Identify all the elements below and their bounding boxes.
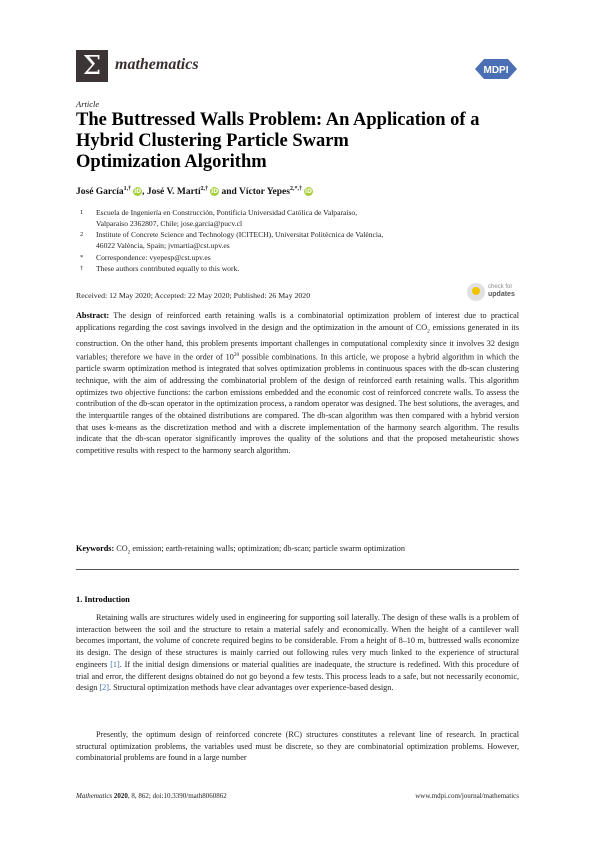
- mdpi-logo: [474, 58, 518, 80]
- affiliation-text: Institute of Concrete Science and Technology (ICITECH), Universitat Politècnica de València,: [96, 230, 384, 239]
- journal-name: mathematics: [115, 56, 199, 73]
- abstract: Abstract: The design of reinforced earth retaining walls is a combinatorial optimization problem of interest due to practical applications regarding the cost savings involved in the design and the optimization in the amount of $CO_2$ emissions generated in its construction. On the other hand, this problem presents important challenges in computational complexity since it involves 32 design variables; therefore we have in the order of $10^{20}$ possible combinations. In this article, we propose a hybrid algorithm in which the particle swarm optimization method is integrated that solves optimization problems in continuous spaces with the db-scan clustering technique, with the aim of addressing the combinatorial problem of the design of reinforced earth retaining walls. This algorithm optimizes two objective functions: the carbon emissions embedded and the economic cost of reinforced concrete walls. To assess the contribution of the db-scan operator in the optimization process, a random operator was designed. The best solutions, the averages, and the interquartile ranges of the obtained distributions are compared. The db-scan algorithm was then compared with a hybrid version that uses k-means as the discretization method and with a discrete implementation of the harmony search algorithm. The results indicate that the db-scan operator significantly improves the quality of the solutions and that the proposed metaheuristic shows competitive results with respect to the harmony search algorithm.: [76, 311, 520, 456]
- affiliation-text: Escuela de Ingeniería en Construcción, Pontificia Universidad Católica de Valparaíso,: [96, 208, 358, 217]
- section-heading: 1. Introduction: [76, 595, 130, 604]
- article-type: Article: [76, 99, 100, 109]
- check-updates-icon: [467, 283, 485, 301]
- author-affil-mark: 2,†: [200, 186, 209, 192]
- correspondence-text[interactable]: Correspondence: vyepesp@cst.upv.es: [96, 253, 211, 262]
- keywords: Keywords: $CO_2$ emission; earth-retaining walls; optimization; db-scan; particle swarm optimization: [76, 544, 405, 556]
- title-line: Optimization Algorithm: [76, 152, 267, 172]
- section-divider: [76, 569, 519, 570]
- author-name[interactable]: José García: [76, 187, 124, 198]
- orcid-icon[interactable]: iD: [134, 188, 142, 196]
- check-updates-line1: check for: [488, 284, 513, 290]
- orcid-icon[interactable]: iD: [211, 188, 219, 196]
- article-title: [76, 110, 526, 173]
- title-line: Hybrid Clustering Particle Swarm: [76, 131, 349, 151]
- author-affil-mark: 2,*,†: [289, 186, 302, 192]
- footer-citation: Mathematics 2020, 8, 862; doi:10.3390/math8060862: [76, 792, 227, 800]
- author-list: José García$^{1,\dagger}$ iD, José V. Martí$^{2,\dagger}$ iD and Víctor Yepes$^{2,*,\dagger}$ iD: [76, 186, 312, 198]
- keywords-label: Keywords:: [76, 544, 115, 553]
- mdpi-logo-text: MDPI: [483, 65, 509, 76]
- footer-journal-url[interactable]: www.mdpi.com/journal/mathematics: [415, 792, 519, 800]
- orcid-icon[interactable]: iD: [304, 188, 312, 196]
- intro-paragraph-1: Retaining walls are structures widely used in engineering for supporting soil laterally. The design of these walls is a problem of interaction between the soil and the structure to retain a material safely and economically. When the height of a cantilever wall becomes important, the volume of concrete required begins to be considerable. From a height of 8–10 m, buttressed walls economize its design. The design of these structures is mainly carried out following rules very much linked to the experience of structural engineers [1]. If the initial design dimensions or material qualities are inadequate, the structure is redefined. With this procedure of trial and error, the different designs obtained do not go beyond a few tests. This process leads to a safe, but not necessarily economic, design [2]. Structural optimization methods have clear advantages over experience-based design.: [76, 613, 519, 693]
- affiliation-text: 46022 València, Spain; jvmartia@cst.upv.es: [96, 241, 230, 250]
- abstract-label: Abstract:: [76, 311, 110, 320]
- citation-link[interactable]: [1]: [110, 659, 120, 669]
- affiliation-mark: †: [80, 265, 84, 272]
- note-text: These authors contributed equally to this work.: [96, 264, 240, 273]
- affiliation-mark: 2: [80, 231, 84, 238]
- author-name[interactable]: Víctor Yepes: [239, 187, 290, 198]
- intro-paragraph-2: Presently, the optimum design of reinforced concrete (RC) structures constitutes a relevant line of research. In practical structural optimization problems, the variables used must be discrete, so they are combinatorial optimization problems. However, combinatorial problems are found in a large number: [76, 730, 519, 763]
- citation-link[interactable]: [2]: [99, 683, 109, 693]
- authors-and: and: [221, 187, 237, 198]
- check-for-updates-badge[interactable]: [467, 283, 527, 305]
- author-name[interactable]: José V. Martí: [146, 187, 201, 198]
- affiliation-text: Valparaíso 2362807, Chile; jose.garcia@pucv.cl: [96, 219, 243, 228]
- author-affil-mark: 1,†: [123, 186, 132, 192]
- journal-logo: Σ: [76, 50, 108, 82]
- check-updates-line2: updates: [488, 291, 515, 298]
- title-line: The Buttressed Walls Problem: An Application of a: [76, 110, 480, 130]
- affiliation-mark: *: [80, 254, 84, 261]
- publication-dates: Received: 12 May 2020; Accepted: 22 May 2020; Published: 26 May 2020: [76, 291, 311, 300]
- affiliation-mark: 1: [80, 209, 84, 216]
